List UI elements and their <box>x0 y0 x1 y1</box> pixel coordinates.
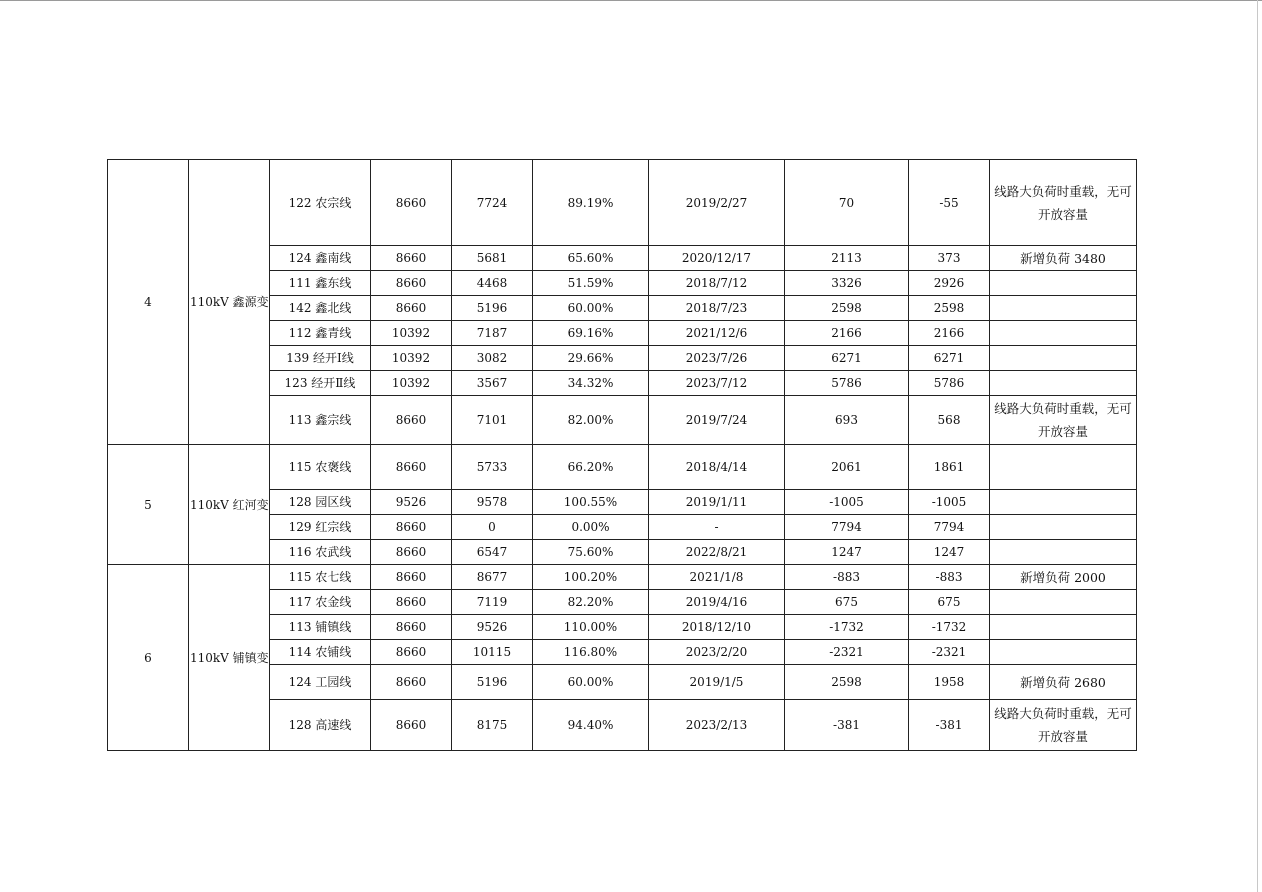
load-rate: 34.32% <box>533 371 649 396</box>
line-name: 117 农金线 <box>270 590 371 615</box>
date-cell: - <box>649 515 785 540</box>
cell-value: 1861 <box>909 445 990 490</box>
date-cell: 2022/8/21 <box>649 540 785 565</box>
date-cell: 2023/7/12 <box>649 371 785 396</box>
remark-cell: 线路大负荷时重载，无可开放容量 <box>990 396 1137 445</box>
date-cell: 2018/7/12 <box>649 271 785 296</box>
cell-value: -883 <box>909 565 990 590</box>
remark-cell: 线路大负荷时重载，无可开放容量 <box>990 700 1137 751</box>
cell-value: 6271 <box>785 346 909 371</box>
cell-value: 3082 <box>452 346 533 371</box>
date-cell: 2019/4/16 <box>649 590 785 615</box>
cell-value: 2598 <box>909 296 990 321</box>
cell-value: -1732 <box>785 615 909 640</box>
cell-value: 675 <box>785 590 909 615</box>
cell-value: 1247 <box>909 540 990 565</box>
cell-value: 8660 <box>371 445 452 490</box>
load-rate: 0.00% <box>533 515 649 540</box>
cell-value: 2598 <box>785 296 909 321</box>
cell-value: 7101 <box>452 396 533 445</box>
line-name: 115 农褒线 <box>270 445 371 490</box>
cell-value: 7794 <box>785 515 909 540</box>
date-cell: 2021/12/6 <box>649 321 785 346</box>
line-name: 124 鑫南线 <box>270 246 371 271</box>
cell-value: 5196 <box>452 296 533 321</box>
cell-value: -1732 <box>909 615 990 640</box>
cell-value: 7187 <box>452 321 533 346</box>
cell-value: 5681 <box>452 246 533 271</box>
cell-value: 8175 <box>452 700 533 751</box>
remark-cell <box>990 590 1137 615</box>
date-cell: 2019/7/24 <box>649 396 785 445</box>
remark-cell <box>990 296 1137 321</box>
cell-value: 6547 <box>452 540 533 565</box>
cell-value: 8660 <box>371 515 452 540</box>
table-row <box>108 565 1137 590</box>
line-name: 116 农武线 <box>270 540 371 565</box>
date-cell: 2023/2/13 <box>649 700 785 751</box>
remark-cell <box>990 615 1137 640</box>
line-name: 111 鑫东线 <box>270 271 371 296</box>
remark-cell <box>990 640 1137 665</box>
group-index: 4 <box>108 160 189 445</box>
table-row <box>108 160 1137 246</box>
cell-value: 8660 <box>371 246 452 271</box>
cell-value: 10392 <box>371 346 452 371</box>
remark-cell <box>990 271 1137 296</box>
cell-value: 8677 <box>452 565 533 590</box>
line-name: 128 园区线 <box>270 490 371 515</box>
line-name: 139 经开Ⅰ线 <box>270 346 371 371</box>
remark-cell <box>990 445 1137 490</box>
load-rate: 100.55% <box>533 490 649 515</box>
cell-value: 70 <box>785 160 909 246</box>
date-cell: 2023/7/26 <box>649 346 785 371</box>
cell-value: 4468 <box>452 271 533 296</box>
line-name: 113 鑫宗线 <box>270 396 371 445</box>
page-right-border <box>1257 0 1258 892</box>
cell-value: 2598 <box>785 665 909 700</box>
cell-value: 9526 <box>371 490 452 515</box>
load-rate: 110.00% <box>533 615 649 640</box>
cell-value: 3567 <box>452 371 533 396</box>
line-name: 124 工园线 <box>270 665 371 700</box>
cell-value: -55 <box>909 160 990 246</box>
cell-value: 7119 <box>452 590 533 615</box>
cell-value: 2926 <box>909 271 990 296</box>
cell-value: 8660 <box>371 640 452 665</box>
page-top-border <box>0 0 1262 1</box>
load-rate: 100.20% <box>533 565 649 590</box>
date-cell: 2019/1/11 <box>649 490 785 515</box>
cell-value: 373 <box>909 246 990 271</box>
substation-name: 110kV 鑫源变 <box>189 160 270 445</box>
line-name: 122 农宗线 <box>270 160 371 246</box>
cell-value: 5733 <box>452 445 533 490</box>
cell-value: 7724 <box>452 160 533 246</box>
cell-value: 9526 <box>452 615 533 640</box>
line-name: 129 红宗线 <box>270 515 371 540</box>
cell-value: 3326 <box>785 271 909 296</box>
cell-value: 8660 <box>371 590 452 615</box>
load-rate: 116.80% <box>533 640 649 665</box>
line-name: 113 铺镇线 <box>270 615 371 640</box>
remark-cell: 新增负荷 3480 <box>990 246 1137 271</box>
cell-value: -883 <box>785 565 909 590</box>
cell-value: 8660 <box>371 615 452 640</box>
cell-value: -1005 <box>909 490 990 515</box>
cell-value: -1005 <box>785 490 909 515</box>
group-index: 6 <box>108 565 189 751</box>
load-rate: 75.60% <box>533 540 649 565</box>
cell-value: 5786 <box>909 371 990 396</box>
cell-value: 8660 <box>371 700 452 751</box>
date-cell: 2018/12/10 <box>649 615 785 640</box>
date-cell: 2023/2/20 <box>649 640 785 665</box>
cell-value: 10115 <box>452 640 533 665</box>
load-rate: 89.19% <box>533 160 649 246</box>
cell-value: -381 <box>909 700 990 751</box>
line-name: 123 经开Ⅱ线 <box>270 371 371 396</box>
table-body <box>108 160 1137 751</box>
load-rate: 51.59% <box>533 271 649 296</box>
remark-cell <box>990 321 1137 346</box>
cell-value: -381 <box>785 700 909 751</box>
load-rate: 66.20% <box>533 445 649 490</box>
load-rate: 65.60% <box>533 246 649 271</box>
cell-value: 1247 <box>785 540 909 565</box>
date-cell: 2021/1/8 <box>649 565 785 590</box>
date-cell: 2020/12/17 <box>649 246 785 271</box>
date-cell: 2019/1/5 <box>649 665 785 700</box>
line-name: 142 鑫北线 <box>270 296 371 321</box>
load-rate: 69.16% <box>533 321 649 346</box>
date-cell: 2018/4/14 <box>649 445 785 490</box>
line-name: 112 鑫青线 <box>270 321 371 346</box>
cell-value: 5786 <box>785 371 909 396</box>
remark-cell: 线路大负荷时重载，无可开放容量 <box>990 160 1137 246</box>
cell-value: 675 <box>909 590 990 615</box>
cell-value: 8660 <box>371 396 452 445</box>
load-rate: 60.00% <box>533 296 649 321</box>
cell-value: 2166 <box>909 321 990 346</box>
line-name: 128 高速线 <box>270 700 371 751</box>
remark-cell <box>990 540 1137 565</box>
remark-cell <box>990 490 1137 515</box>
capacity-table <box>107 159 1137 751</box>
cell-value: 9578 <box>452 490 533 515</box>
cell-value: 693 <box>785 396 909 445</box>
cell-value: 7794 <box>909 515 990 540</box>
cell-value: 1958 <box>909 665 990 700</box>
cell-value: 8660 <box>371 160 452 246</box>
cell-value: 2166 <box>785 321 909 346</box>
load-rate: 94.40% <box>533 700 649 751</box>
cell-value: 5196 <box>452 665 533 700</box>
date-cell: 2019/2/27 <box>649 160 785 246</box>
remark-cell <box>990 346 1137 371</box>
substation-name: 110kV 红河变 <box>189 445 270 565</box>
load-rate: 82.00% <box>533 396 649 445</box>
cell-value: 8660 <box>371 665 452 700</box>
table-row <box>108 445 1137 490</box>
cell-value: 0 <box>452 515 533 540</box>
remark-cell: 新增负荷 2000 <box>990 565 1137 590</box>
cell-value: -2321 <box>909 640 990 665</box>
cell-value: 10392 <box>371 371 452 396</box>
remark-cell <box>990 515 1137 540</box>
load-rate: 60.00% <box>533 665 649 700</box>
cell-value: 8660 <box>371 565 452 590</box>
cell-value: 2113 <box>785 246 909 271</box>
cell-value: 6271 <box>909 346 990 371</box>
line-name: 114 农铺线 <box>270 640 371 665</box>
cell-value: 568 <box>909 396 990 445</box>
load-rate: 82.20% <box>533 590 649 615</box>
load-rate: 29.66% <box>533 346 649 371</box>
cell-value: 8660 <box>371 271 452 296</box>
cell-value: -2321 <box>785 640 909 665</box>
line-name: 115 农七线 <box>270 565 371 590</box>
remark-cell <box>990 371 1137 396</box>
substation-name: 110kV 铺镇变 <box>189 565 270 751</box>
cell-value: 2061 <box>785 445 909 490</box>
cell-value: 8660 <box>371 540 452 565</box>
cell-value: 8660 <box>371 296 452 321</box>
group-index: 5 <box>108 445 189 565</box>
date-cell: 2018/7/23 <box>649 296 785 321</box>
remark-cell: 新增负荷 2680 <box>990 665 1137 700</box>
cell-value: 10392 <box>371 321 452 346</box>
